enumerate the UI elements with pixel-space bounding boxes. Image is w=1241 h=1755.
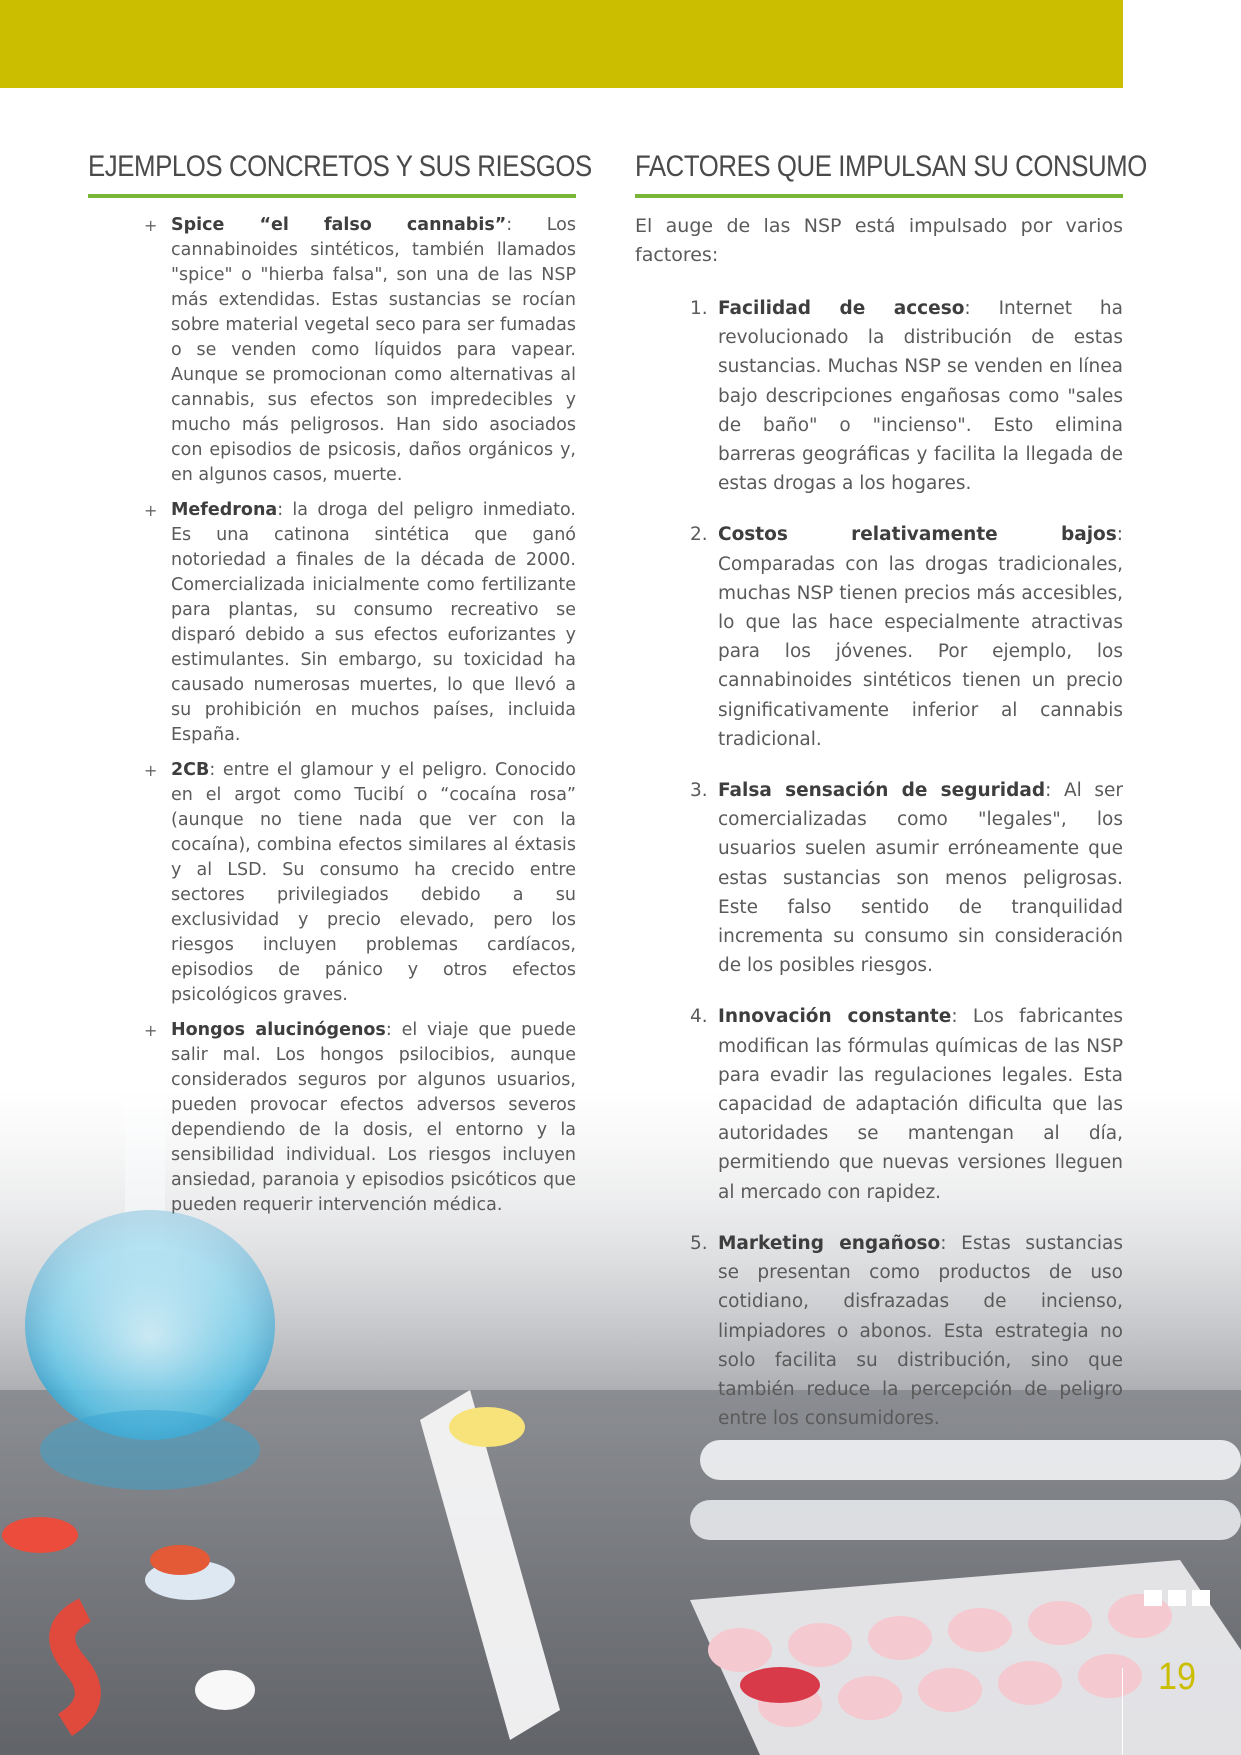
item-text: : el viaje que puede salir mal. Los hongos psilocibios, aunque considerados seguros por algunos usuarios, pueden provocar efectos adversos severos dependiendo de la dosis, el entorno y la sensibilidad individual. Los riesgos incluyen ansiedad, paranoia y episodios psicóticos que pueden requerir intervención médica.	[171, 1020, 577, 1215]
list-item	[690, 1229, 1123, 1433]
item-text: : Los fabricantes modifican las fórmulas químicas de las NSP para evadir las regulaciones legales. Esta capacidad de adaptación dificulta que las autoridades se mantengan al día, permitiendo que nuevas versiones lleguen al mercado con rapidez.	[718, 1006, 1123, 1203]
right-heading-rule	[635, 194, 1123, 198]
page-number-divider	[1122, 1668, 1123, 1755]
plus-marker: +	[144, 501, 158, 520]
list-item	[690, 1002, 1123, 1206]
item-text: : entre el glamour y el peligro. Conocido en el argot como Tucibí o “cocaína rosa” (aunque no tiene nada que ver con la cocaína), combina efectos similares al éxtasis y al LSD. Su consumo ha crecido entre sectores privilegiados debido a su exclusividad y precio elevado, pero los riesgos incluyen problemas cardíacos, episodios de pánico y otros efectos psicológicos graves.	[171, 760, 576, 1005]
item-title: Hongos alucinógenos	[171, 1020, 386, 1040]
item-number: 4.	[690, 1006, 708, 1028]
list-item	[690, 294, 1123, 498]
item-text: : Los cannabinoides sintéticos, también llamados "spice" o "hierba falsa", son una de las NSP más extendidas. Estas sustancias se rocían sobre material vegetal seco para ser fumadas o se venden como líquidos para vapear. Aunque se promocionan como alternativas al cannabis, sus efectos son impredecibles y mucho más peligrosos. Han sido asociados con episodios de psicosis, daños orgánicos y, en algunos casos, muerte.	[171, 215, 576, 485]
list-item	[690, 520, 1123, 754]
list-item	[144, 758, 576, 1008]
item-text: : Al ser comercializadas como "legales", los usuarios suelen asumir erróneamente que estas sustancias son menos peligrosas. Este falso sentido de tranquilidad incrementa su consumo sin consideración de los posibles riesgos.	[718, 780, 1124, 977]
right-section-intro: El auge de las NSP está impulsado por varios factores:	[635, 215, 1123, 266]
item-title: Falsa sensación de seguridad	[718, 780, 1046, 802]
item-title: Marketing engañoso	[718, 1232, 941, 1254]
item-text: : Estas sustancias se presentan como productos de uso cotidiano, disfrazadas de incienso, limpiadores o abonos. Esta estrategia no solo facilita su distribución, sino que también reduce la percepción de peligro entre los consumidores.	[718, 1232, 1123, 1430]
item-text: : Internet ha revolucionado la distribución de estas sustancias. Muchas NSP se venden en línea bajo descripciones engañosas como "sales de baño" o "incienso". Esto elimina barreras geográficas y facilita la llegada de estas drogas a los hogares.	[718, 298, 1123, 495]
item-title: Costos relativamente bajos	[718, 524, 1117, 546]
decorative-dots	[1144, 1590, 1210, 1606]
list-item	[144, 213, 576, 488]
item-number: 5.	[690, 1232, 708, 1254]
item-number: 1.	[690, 298, 708, 319]
risk-examples-list	[144, 213, 576, 1228]
item-title: Innovación constante	[718, 1006, 952, 1028]
item-number: 2.	[690, 524, 708, 546]
factors-list	[690, 294, 1123, 1455]
plus-marker: +	[144, 216, 158, 235]
right-section-heading: FACTORES QUE IMPULSAN SU CONSUMO	[635, 150, 1147, 183]
item-text: : Comparadas con las drogas tradicionales, muchas NSP tienen precios más accesibles, lo que las hace especialmente atractivas para los jóvenes. Por ejemplo, los cannabinoides sintéticos tienen un precio significativamente inferior al cannabis tradicional.	[718, 524, 1123, 750]
item-title: Mefedrona	[171, 500, 278, 520]
plus-marker: +	[144, 1021, 158, 1040]
left-section-heading: EJEMPLOS CONCRETOS Y SUS RIESGOS	[88, 150, 592, 183]
item-title: Spice “el falso cannabis”	[171, 215, 507, 235]
item-title: 2CB	[171, 760, 210, 780]
item-text: : la droga del peligro inmediato. Es una catinona sintética que ganó notoriedad a finales de la década de 2000. Comercializada inicialmente como fertilizante para plantas, su consumo recreativo se disparó debido a sus efectos euforizantes y estimulantes. Sin embargo, su toxicidad ha causado numerosas muertes, lo que llevó a su prohibición en muchos países, incluida España.	[171, 500, 576, 745]
page-number: 19	[1158, 1656, 1197, 1698]
top-color-bar	[0, 0, 1123, 88]
list-item	[690, 776, 1123, 980]
plus-marker: +	[144, 761, 158, 780]
list-item	[144, 1018, 576, 1218]
list-item	[144, 498, 576, 748]
left-heading-rule	[88, 194, 576, 198]
item-title: Facilidad de acceso	[718, 298, 965, 319]
item-number: 3.	[690, 780, 708, 802]
